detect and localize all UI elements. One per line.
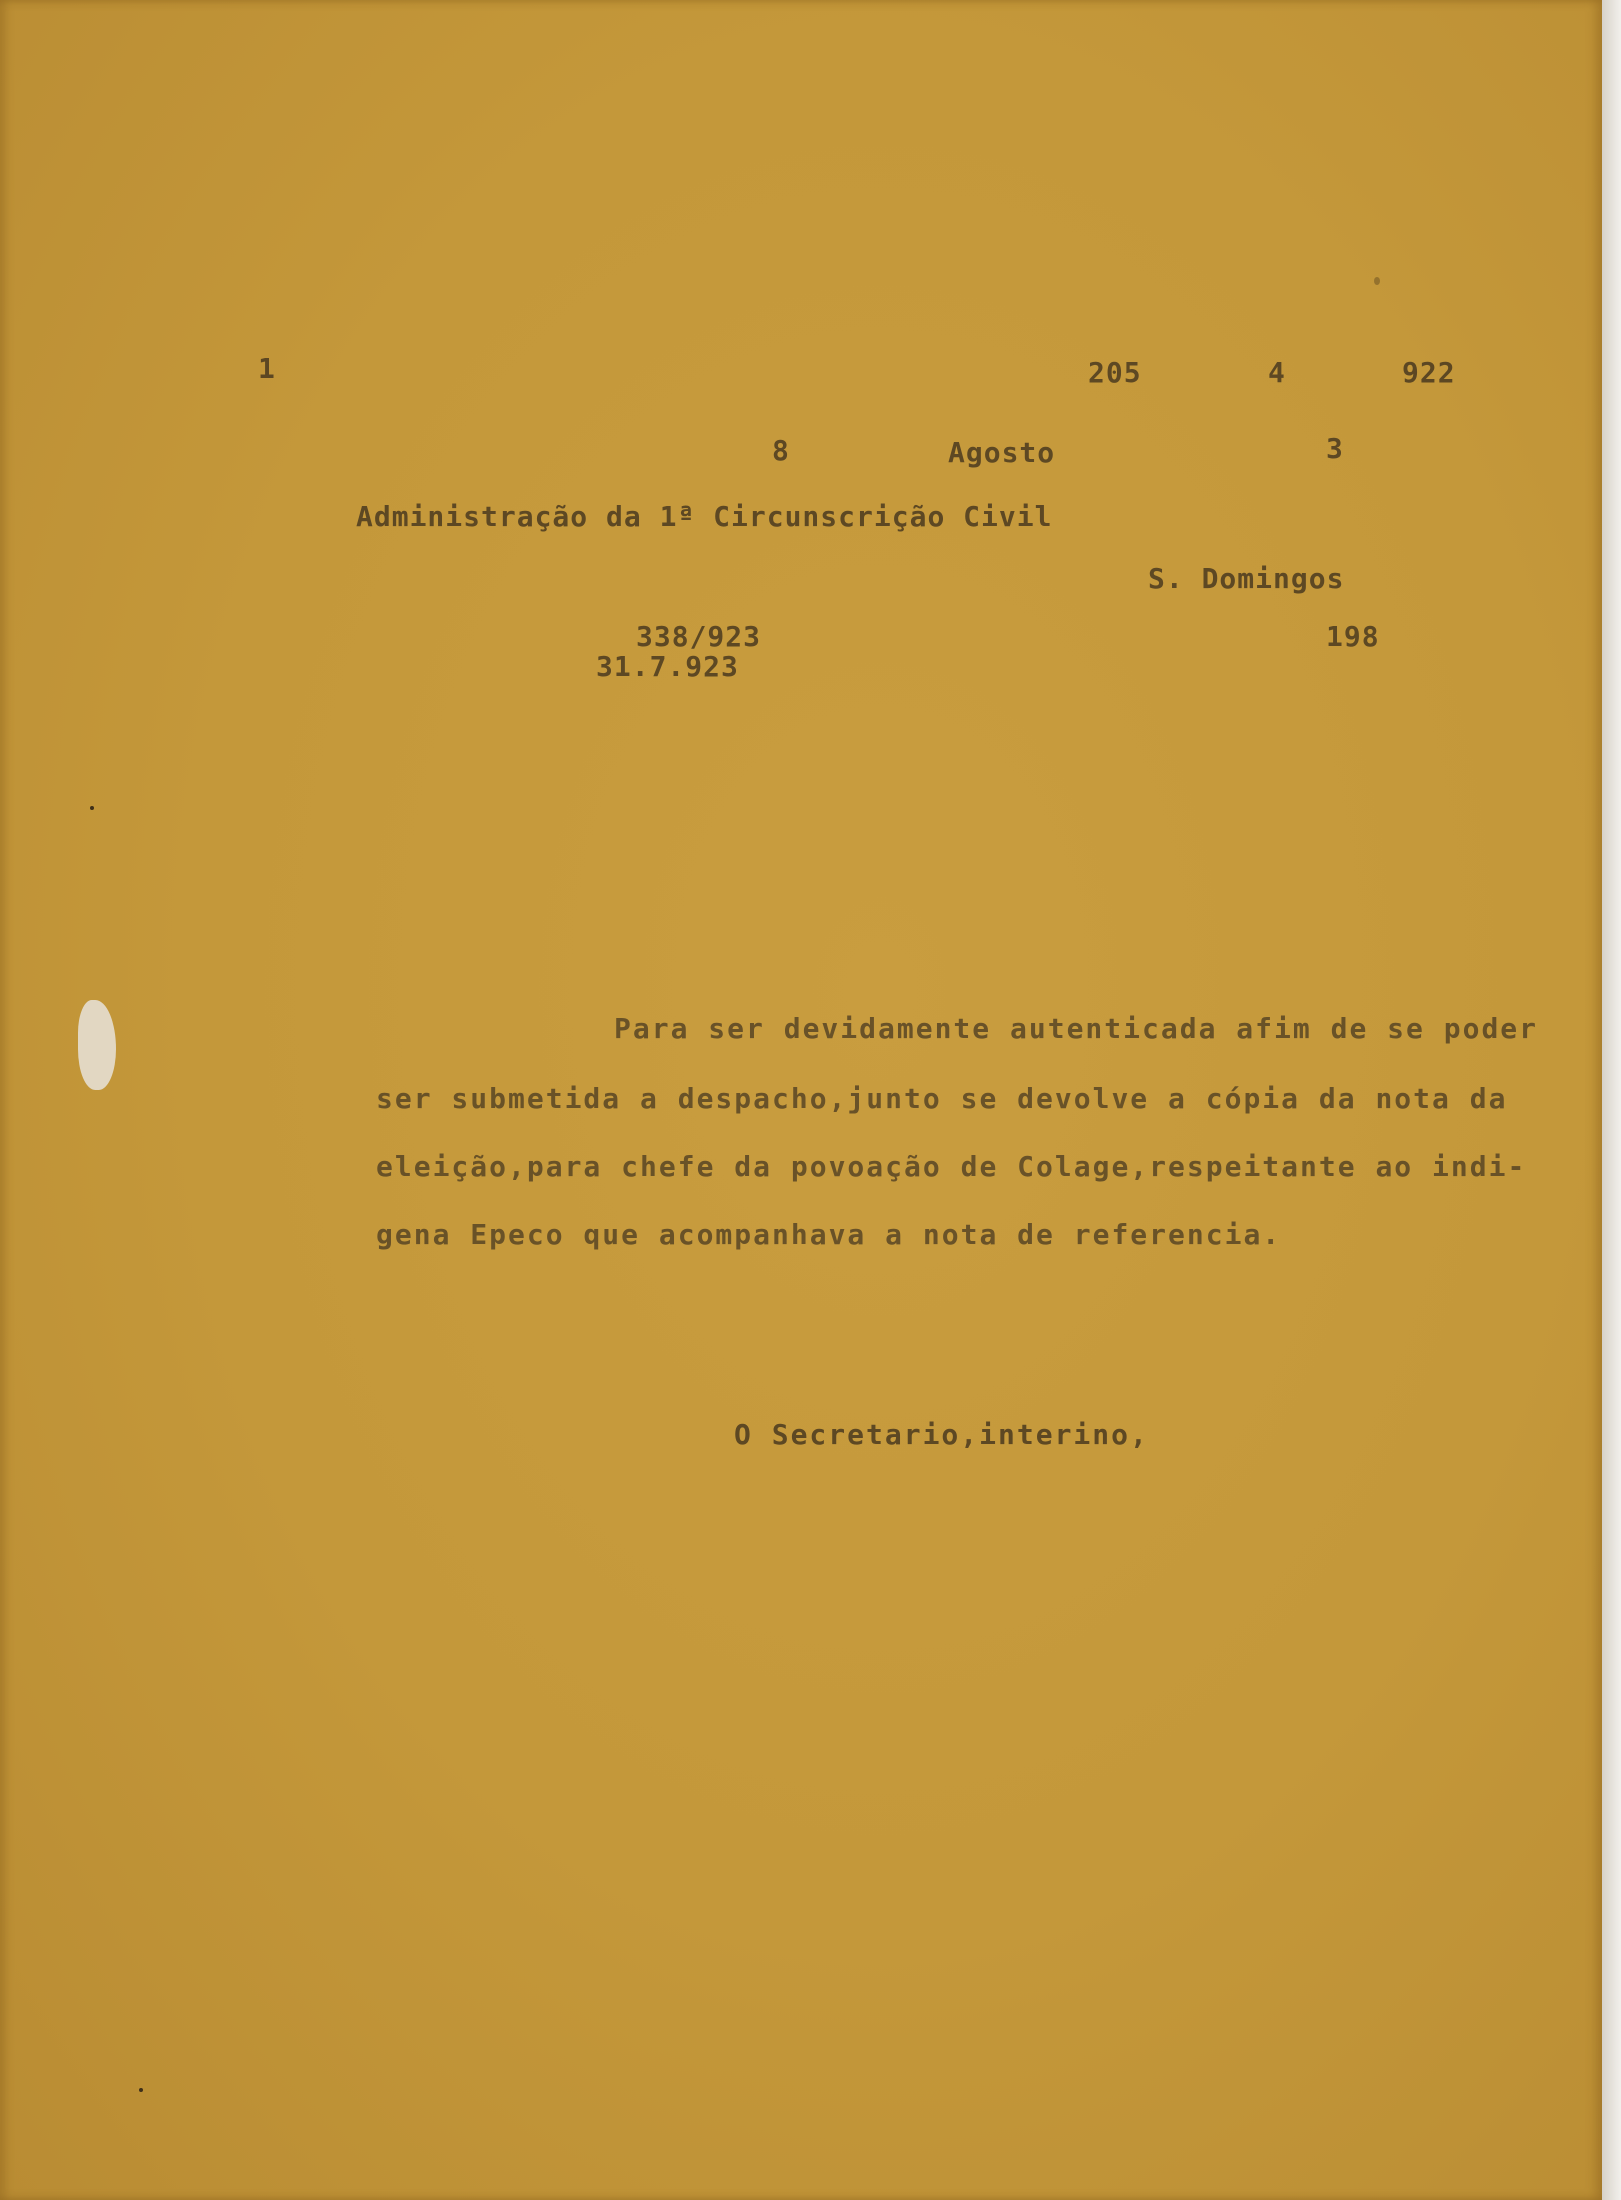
- addressee-place: S. Domingos: [1148, 562, 1345, 595]
- paper-speck: [139, 2088, 143, 2092]
- body-line-1: Para ser devidamente autenticada afim de se poder: [614, 1012, 1539, 1045]
- index-number: 3: [1326, 432, 1344, 465]
- addressee-office: Administração da 1ª Circunscrição Civil: [356, 500, 1053, 533]
- code-a: 205: [1088, 356, 1142, 389]
- body-line-2: ser submetida a despacho,junto se devolve a cópia da nota da: [376, 1082, 1508, 1115]
- date-day: 8: [772, 434, 790, 467]
- body-line-4: gena Epeco que acompanhava a nota de referencia.: [376, 1218, 1282, 1251]
- paper-speck: [90, 806, 94, 810]
- reference-count: 198: [1326, 620, 1380, 653]
- code-c: 922: [1402, 356, 1456, 389]
- reference-date: 31.7.923: [596, 650, 739, 683]
- code-b: 4: [1268, 356, 1286, 389]
- page-number: 1: [258, 352, 276, 385]
- reference-number: 338/923: [636, 620, 762, 653]
- scan-margin: [1602, 0, 1621, 2200]
- signature-title: O Secretario,interino,: [734, 1418, 1149, 1451]
- date-month: Agosto: [948, 436, 1056, 469]
- body-line-3: eleição,para chefe da povoação de Colage,respeitante ao indi-: [376, 1150, 1527, 1183]
- paper-speck: [1374, 277, 1380, 285]
